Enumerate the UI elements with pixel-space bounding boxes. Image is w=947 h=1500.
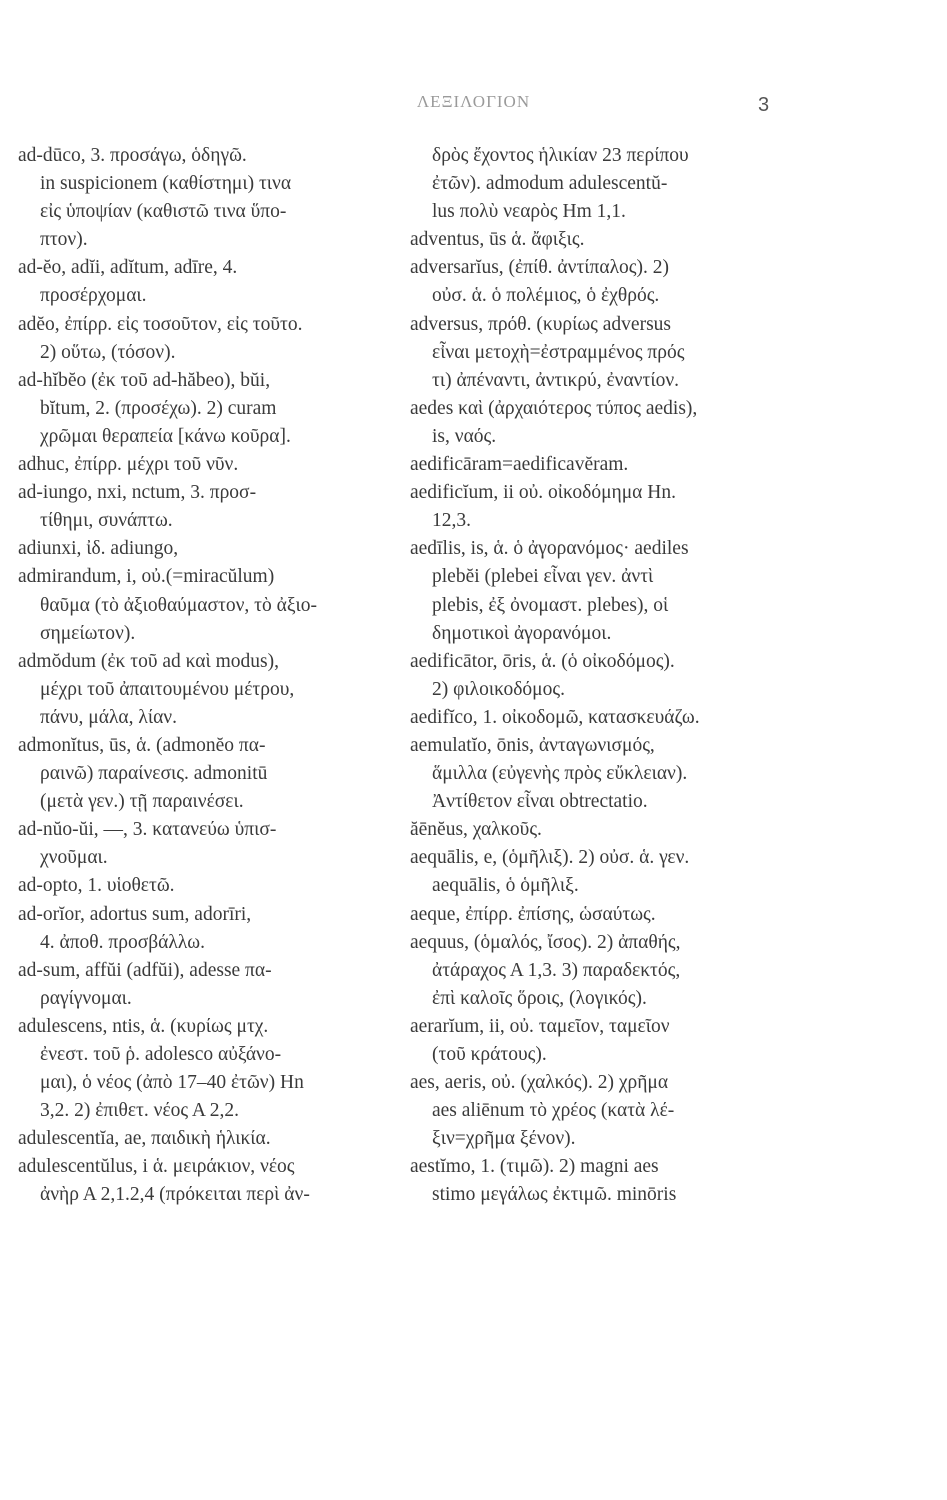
entry-line: ἀτάραχος Α 1,3. 3) παραδεκτός, xyxy=(432,959,681,981)
entry-line: 4. ἀποθ. προσβάλλω. xyxy=(40,931,205,953)
entry-line: χρῶμαι θεραπεία [κάνω κοῦρα]. xyxy=(40,425,291,447)
entry-line: ad-hĭbĕo (ἐκ τοῦ ad-hăbeo), bŭi, xyxy=(18,369,271,391)
left-column xyxy=(18,142,418,1210)
entry-line: aequālis, e, (ὁμῆλιξ). 2) οὐσ. ἁ. γεν. xyxy=(410,847,690,869)
entry-line: adiunxi, ἰδ. adiungo, xyxy=(18,538,179,560)
entry-line: adĕo, ἐπίρρ. εἰς τοσοῦτον, εἰς τοῦτο. xyxy=(18,313,303,335)
entry-line: ραγίγνομαι. xyxy=(40,987,132,1009)
entry-line: adventus, ūs ἁ. ἄφιξις. xyxy=(410,229,585,251)
entry-line: ἐνεστ. τοῦ ῥ. adolesco αὐξάνο- xyxy=(40,1044,282,1065)
entry-line: ad-orĭor, adortus sum, adorīri, xyxy=(18,903,252,925)
entry-line: adulescens, ntis, ἁ. (κυρίως μτχ. xyxy=(18,1015,269,1037)
entry-line: 3,2. 2) ἐπιθετ. νέος Α 2,2. xyxy=(40,1100,240,1122)
entry-line: πάνυ, μάλα, λίαν. xyxy=(40,706,177,728)
entry-line: aedes καὶ (ἀρχαιότερος τύπος aedis), xyxy=(410,397,698,419)
entry-line: stimo μεγάλως ἐκτιμῶ. minōris xyxy=(432,1184,677,1206)
entry-line: ad-dūco, 3. προσάγω, ὁδηγῶ. xyxy=(18,145,247,166)
entry-line: plebĕi (plebei εἶναι γεν. ἀντὶ xyxy=(432,566,654,588)
entry-line: προσέρχομαι. xyxy=(40,285,147,307)
entry-line: adversus, πρόθ. (κυρίως adversus xyxy=(410,313,672,335)
entry-line: aequus, (ὁμαλός, ἴσος). 2) ἀπαθής, xyxy=(410,931,681,953)
entry-line: ad-sum, affŭi (adfŭi), adesse πα- xyxy=(18,959,272,981)
entry-line: σημείωτον). xyxy=(40,622,136,644)
entry-line: aedificĭum, ii οὐ. οἰκοδόμημα Hn. xyxy=(410,482,676,504)
entry-line: aedificāram=aedificavĕram. xyxy=(410,454,629,476)
entry-line: (μετὰ γεν.) τῇ παραινέσει. xyxy=(40,791,244,813)
entry-line: θαῦμα (τὸ ἀξιοθαύμαστον, τὸ ἀξιο- xyxy=(40,594,318,616)
entry-line: aestĭmo, 1. (τιμῶ). 2) magni aes xyxy=(410,1156,659,1178)
entry-line: bĭtum, 2. (προσέχω). 2) curam xyxy=(40,397,277,419)
entry-line: Ἀντίθετον εἶναι obtrectatio. xyxy=(432,791,648,813)
entry-line: οὐσ. ἁ. ὁ πολέμιος, ὁ ἐχθρός. xyxy=(432,285,660,307)
entry-line: δρὸς ἔχοντος ἡλικίαν 23 περίπου xyxy=(432,145,689,166)
entry-line: ἅμιλλα (εὐγενὴς πρὸς εὔκλειαν). xyxy=(432,763,688,785)
entry-line: aes aliēnum τὸ χρέος (κατὰ λέ- xyxy=(432,1100,675,1122)
entry-line: μέχρι τοῦ ἀπαιτουμένου μέτρου, xyxy=(40,678,295,700)
entry-line: ἐπὶ καλοῖς ὅροις, (λογικός). xyxy=(432,987,647,1009)
entry-line: τι) ἀπέναντι, ἀντικρύ, ἐναντίον. xyxy=(432,369,680,391)
entry-line: aedīlis, is, ἁ. ὁ ἀγορανόμος· aediles xyxy=(410,538,689,560)
entry-line: aedificātor, ōris, ἁ. (ὁ οἰκοδόμος). xyxy=(410,650,675,672)
entry-line: 12,3. xyxy=(432,510,471,532)
entry-line: aerarĭum, ii, οὐ. ταμεῖον, ταμεῖον xyxy=(410,1015,670,1037)
entry-line: τίθημι, συνάπτω. xyxy=(40,510,173,532)
entry-line: admonĭtus, ūs, ἁ. (admonĕo πα- xyxy=(18,734,266,756)
entry-line: 2) φιλοικοδόμος. xyxy=(432,678,565,700)
entry-line: admŏdum (ἐκ τοῦ ad καὶ modus), xyxy=(18,650,280,672)
entry-line: εἰς ὑποψίαν (καθιστῶ τινα ὕπο- xyxy=(40,201,287,223)
entry-line: εἶναι μετοχὴ=ἐστραμμένος πρός xyxy=(432,341,685,363)
entry-line: aeque, ἐπίρρ. ἐπίσης, ὡσαύτως. xyxy=(410,903,656,925)
right-column xyxy=(410,142,830,1210)
entry-line: lus πολὺ νεαρὸς Hm 1,1. xyxy=(432,201,626,223)
entry-line: ad-ĕo, adĭi, adĭtum, adīre, 4. xyxy=(18,257,238,279)
entry-line: adversarĭus, (ἐπίθ. ἀντίπαλος). 2) xyxy=(410,257,670,279)
entry-line: ξιν=χρῆμα ξένον). xyxy=(432,1128,576,1150)
entry-line: in suspicionem (καθίστημι) τινα xyxy=(40,173,292,195)
entry-line: ραινῶ) παραίνεσις. admonitū xyxy=(40,763,268,785)
entry-line: plebis, ἐξ ὀνομαστ. plebes), οἱ xyxy=(432,594,669,616)
entry-line: ad-nŭo-ŭi, —, 3. κατανεύω ὑπισ- xyxy=(18,819,277,841)
entry-line: ad-iungo, nxi, nctum, 3. προσ- xyxy=(18,482,257,504)
running-header: ΛΕΞΙΛΟΓΙΟΝ xyxy=(416,92,531,111)
entry-line: adhuc, ἐπίρρ. μέχρι τοῦ νῦν. xyxy=(18,454,239,476)
page-number: 3 xyxy=(758,94,770,116)
entry-line: admirandum, i, οὐ.(=miracŭlum) xyxy=(18,566,275,588)
entry-line: aes, aeris, οὐ. (χαλκός). 2) χρῆμα xyxy=(410,1072,669,1094)
entry-line: ad-opto, 1. υἱοθετῶ. xyxy=(18,875,175,897)
entry-line: 2) οὕτω, (τόσον). xyxy=(40,341,176,363)
entry-line: πτον). xyxy=(40,229,88,251)
entry-line: ἐτῶν). admodum adulescentŭ- xyxy=(432,173,668,195)
entry-line: aemulatĭo, ōnis, ἀνταγωνισμός, xyxy=(410,734,655,756)
entry-line: aequālis, ὁ ὁμῆλιξ. xyxy=(432,875,579,897)
entry-line: ἀνὴρ Α 2,1.2,4 (πρόκειται περὶ ἀν- xyxy=(40,1184,310,1206)
entry-line: δημοτικοὶ ἀγορανόμοι. xyxy=(432,622,612,644)
entry-line: adulescentŭlus, i ἁ. μειράκιον, νέος xyxy=(18,1156,295,1178)
entry-line: adulescentĭa, ae, παιδικὴ ἡλικία. xyxy=(18,1128,271,1150)
entry-line: ăēnĕus, χαλκοῦς. xyxy=(410,819,542,841)
entry-line: is, ναός. xyxy=(432,425,497,447)
entry-line: μαι), ὁ νέος (ἀπὸ 17–40 ἐτῶν) Hn xyxy=(40,1072,304,1094)
entry-line: χνοῦμαι. xyxy=(40,847,108,869)
entry-line: aedifĭco, 1. οἰκοδομῶ, κατασκευάζω. xyxy=(410,706,700,728)
entry-line: (τοῦ κράτους). xyxy=(432,1044,547,1065)
